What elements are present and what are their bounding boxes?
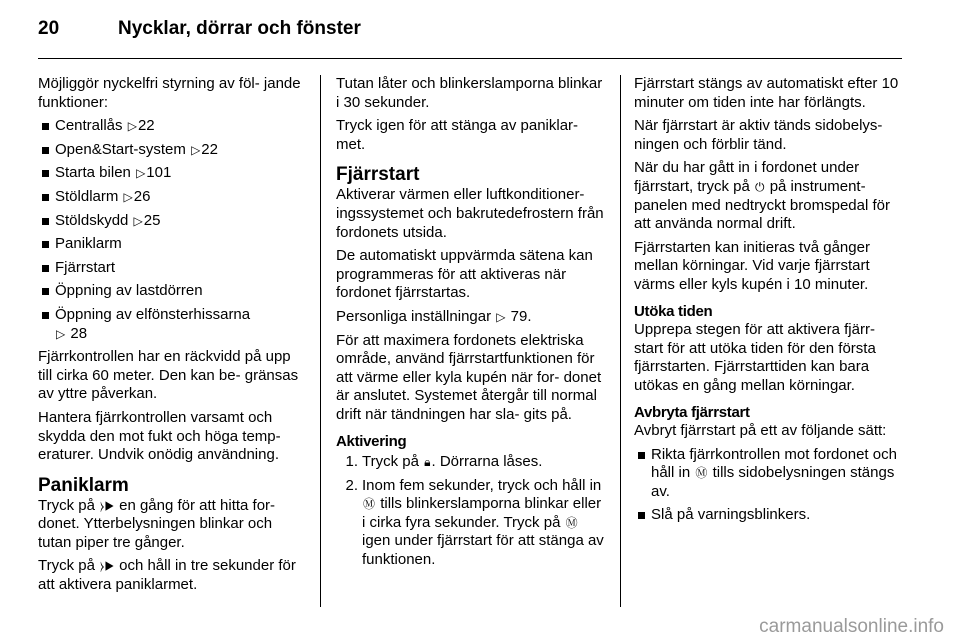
bullet-square-icon bbox=[42, 218, 49, 225]
horn-text: Tutan låter och blinkerslamporna blinkar i 30 sekunder. bbox=[336, 75, 603, 111]
bullet-square-icon bbox=[42, 241, 49, 248]
remote-start-text-1: Aktiverar värmen eller luftkonditioner- ingssystemet och bakrutedefrostern från fordonets utsida. bbox=[336, 186, 604, 241]
bullet-square-icon bbox=[42, 147, 49, 154]
reference-arrow-icon: ▷ bbox=[123, 189, 133, 204]
bullet-square-icon bbox=[42, 312, 49, 319]
feature-list bbox=[38, 117, 306, 343]
bullet-square-icon bbox=[42, 288, 49, 295]
repeat-text: Fjärrstarten kan initieras två gånger mellan körningar. Vid varje fjärrstart värms eller kyls kupén i 10 minuter. bbox=[634, 238, 870, 293]
activation-heading: Aktivering bbox=[336, 432, 407, 450]
page-reference-link[interactable]: 22 bbox=[201, 140, 218, 158]
list-item: Starta bilen ▷101 bbox=[38, 164, 306, 183]
reference-arrow-icon: ▷ bbox=[56, 326, 66, 341]
list-item: Open&Start-system ▷22 bbox=[38, 141, 306, 160]
reference-arrow-icon: ▷ bbox=[133, 213, 143, 228]
panic-horn-icon: ⧽▶ bbox=[100, 559, 114, 574]
bullet-square-icon bbox=[638, 452, 645, 459]
intro-text: Möjliggör nyckelfri styrning av föl- jande funktioner: bbox=[38, 75, 301, 111]
side-lights-text: När fjärrstart är aktiv tänds sidobelys- ningen och förblir tänd. bbox=[634, 117, 883, 153]
list-item: Stöldlarm ▷26 bbox=[38, 188, 306, 207]
remote-start-text-2: De automatiskt uppvärmda sätena kan programmeras för att aktiveras när fordonet fjärrstartas. bbox=[336, 247, 593, 302]
reference-arrow-icon: ▷ bbox=[496, 309, 506, 324]
watermark: carmanualsonline.info bbox=[759, 616, 944, 637]
panic-paragraph-2: Tryck på ⧽▶ och håll in tre sekunder för att aktivera paniklarmet. bbox=[38, 557, 296, 594]
power-button-icon: ⏻ bbox=[755, 179, 765, 194]
bullet-square-icon bbox=[42, 265, 49, 272]
activation-steps bbox=[336, 453, 606, 570]
list-item: Stöldskydd ▷25 bbox=[38, 212, 306, 231]
auto-off-text: Fjärrstart stängs av automatiskt efter 10 minuter om tiden inte har förlängts. bbox=[634, 75, 899, 111]
list-item: Rikta fjärrkontrollen mot fordonet och håll in Ⓜ tills sidobelysningen stängs av. bbox=[634, 446, 904, 502]
list-item: Centrallås ▷22 bbox=[38, 117, 306, 136]
extend-time-text: Upprepa stegen för att aktivera fjärr- start för att utöka tiden för den första fjärrstarten. Fjärrstarttiden kan bara utökas en gång mellan körningar. bbox=[634, 321, 876, 394]
list-item: 1. Tryck på 🔒︎. Dörrarna låses. bbox=[345, 453, 543, 471]
list-item: 2. Inom fem sekunder, tryck och håll in Ⓜ tills blinkerslamporna blinkar eller i cirka fyra sekunder. Tryck på Ⓜ igen under fjärrstart för att stänga av funktionen. bbox=[345, 476, 604, 569]
range-text: Fjärrkontrollen har en räckvidd på upp till cirka 60 meter. Den kan be- gränsas av yttre påverkan. bbox=[38, 348, 299, 403]
lock-icon: 🔒︎ bbox=[424, 455, 431, 470]
care-text: Hantera fjärrkontrollen varsamt och skydda den mot fukt och höga temp- eraturer. Undvik onödig användning. bbox=[38, 408, 281, 464]
page-title: Nycklar, dörrar och fönster bbox=[118, 18, 361, 39]
list-item: Öppning av lastdörren bbox=[38, 282, 306, 301]
remote-start-icon: Ⓜ bbox=[695, 466, 708, 481]
column-divider-2 bbox=[620, 75, 621, 607]
remote-start-icon: Ⓜ bbox=[565, 515, 578, 530]
panic-paragraph-1: Tryck på ⧽▶ en gång för att hitta for- donet. Ytterbelysningen blinkar och tutan piper tre gånger. bbox=[38, 496, 276, 551]
remote-start-heading: Fjärrstart bbox=[336, 164, 420, 186]
panic-heading: Paniklarm bbox=[38, 474, 129, 496]
normal-drive-text: När du har gått in i fordonet under fjärrstart, tryck på ⏻ på instrument- panelen med nedtryckt bromspedal för att använda normal drift. bbox=[634, 159, 890, 233]
reference-arrow-icon: ▷ bbox=[136, 166, 146, 181]
column-divider-1 bbox=[320, 75, 321, 607]
header-divider bbox=[38, 58, 902, 59]
page-reference-link[interactable]: 22 bbox=[137, 117, 155, 135]
remote-start-text-3: Personliga inställningar ▷ 79. bbox=[336, 307, 532, 325]
bullet-square-icon bbox=[42, 123, 49, 130]
page-reference-link[interactable]: 25 bbox=[143, 211, 161, 229]
list-item: Öppning av elfönsterhissarna ▷ 28 bbox=[38, 306, 306, 343]
cancel-remote-start-heading: Avbryta fjärrstart bbox=[634, 403, 750, 421]
column-3 bbox=[634, 75, 904, 530]
panic-horn-icon: ⧽▶ bbox=[100, 498, 114, 513]
cancel-list bbox=[634, 446, 904, 525]
page-reference-link[interactable]: 26 bbox=[133, 187, 151, 205]
bullet-square-icon bbox=[638, 512, 645, 519]
page-reference-link[interactable]: 28 bbox=[70, 324, 88, 342]
extend-time-heading: Utöka tiden bbox=[634, 302, 713, 320]
remote-start-text-4: För att maximera fordonets elektriska område, använd fjärrstartfunktionen för att värme eller kyla kupén när for- donet är anslutet. Systemet återgår till normal drift när tändningen har sla- gits på. bbox=[336, 331, 602, 423]
page-number: 20 bbox=[38, 18, 60, 39]
list-item: Slå på varningsblinkers. bbox=[634, 506, 904, 525]
bullet-square-icon bbox=[42, 170, 49, 177]
column-2 bbox=[336, 75, 606, 575]
reference-arrow-icon: ▷ bbox=[191, 142, 201, 157]
reference-arrow-icon: ▷ bbox=[127, 119, 137, 134]
panic-off-text: Tryck igen för att stänga av paniklar- met. bbox=[336, 117, 579, 153]
remote-start-icon: Ⓜ bbox=[363, 497, 376, 512]
column-1 bbox=[38, 75, 306, 600]
bullet-square-icon bbox=[42, 194, 49, 201]
list-item: Fjärrstart bbox=[38, 259, 306, 278]
list-item: Paniklarm bbox=[38, 235, 306, 254]
cancel-intro-text: Avbryt fjärrstart på ett av följande sätt: bbox=[634, 422, 887, 440]
page-reference-link[interactable]: 79. bbox=[510, 307, 532, 325]
page-reference-link[interactable]: 101 bbox=[146, 164, 172, 182]
